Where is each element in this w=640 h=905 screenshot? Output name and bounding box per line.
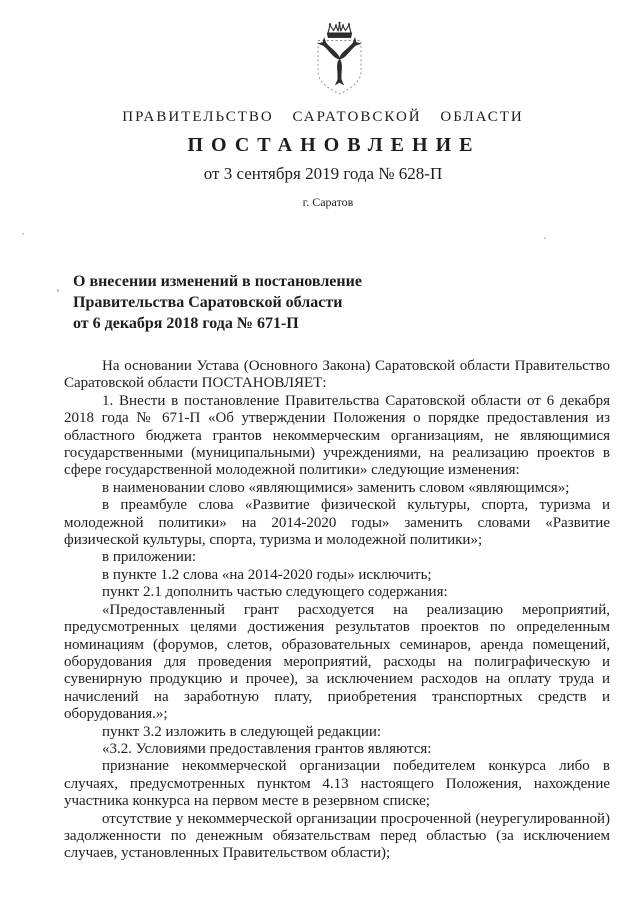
body-paragraph-preamble-change: в преамбуле слова «Развитие физической культуры, спорта, туризма и молодежной политики» на 2014-2020 годы» заменить словами «Развитие физической культуры, спорта, туризма и молодежной политики»; xyxy=(64,497,610,549)
body-paragraph-annex: в приложении: xyxy=(102,549,197,566)
body-paragraph-item-1: 1. Внести в постановление Правительства Саратовской области от 6 декабря 2018 года № 671-П «Об утверждении Положения о порядке предоставления из областного бюджета грантов некоммерческим организациям, не являющимися государственными (муниципальными) учреждениями, на реализацию проектов в сфере государственной молодежной политики» следующие изменения: xyxy=(64,392,610,479)
scan-speck xyxy=(544,237,546,239)
body-paragraph-condition-debt: отсутствие у некоммерческой организации просроченной (неурегулированной) задолженности по денежным обязательствам перед областью (за исключением случаев, установленных Правительством области); xyxy=(64,810,610,862)
title-line-1: О внесении изменений в постановление xyxy=(73,273,362,290)
scan-speck xyxy=(57,289,59,292)
body-paragraph-naming-change: в наименовании слово «являющимися» заменить словом «являющимся»; xyxy=(102,479,570,496)
document-subject-title xyxy=(73,271,503,334)
scan-speck xyxy=(22,233,24,235)
saratov-oblast-coat-of-arms-icon xyxy=(302,21,377,97)
document-city: г. Саратов xyxy=(302,195,354,209)
body-paragraph-grant-spending: «Предоставленный грант расходуется на реализацию мероприятий, предусмотренных целями достижения результатов проектов по определенным номинациям (форумов, слетов, образовательных семинаров, аренда помещений, оборудования для проведения мероприятий, расходы на полиграфическую и сувенирную продукцию и прочее), за исключением расходов на оплату труда и начислений на заработную плату, приобретения транспортных средств и оборудования.»; xyxy=(64,601,610,723)
body-paragraph-point-2-1: пункт 2.1 дополнить частью следующего содержания: xyxy=(102,584,448,601)
sterlets-icon xyxy=(318,38,361,85)
document-body xyxy=(64,358,610,863)
body-paragraph-point-1-2: в пункте 1.2 слова «на 2014-2020 годы» исключить; xyxy=(102,566,432,583)
crown-icon xyxy=(327,22,352,38)
body-paragraph-point-3-2-intro: пункт 3.2 изложить в следующей редакции: xyxy=(102,723,382,740)
document-date-number: от 3 сентября 2019 года № 628-П xyxy=(203,164,443,183)
organization-name: ПРАВИТЕЛЬСТВО САРАТОВСКОЙ ОБЛАСТИ xyxy=(122,109,524,125)
title-line-3: от 6 декабря 2018 года № 671-П xyxy=(73,315,299,332)
body-paragraph-point-3-2-text: «3.2. Условиями предоставления грантов являются: xyxy=(102,740,432,757)
document-type-title: ПОСТАНОВЛЕНИЕ xyxy=(187,134,481,156)
title-line-2: Правительства Саратовской области xyxy=(73,294,343,311)
body-paragraph-condition-winner: признание некоммерческой организации победителем конкурса либо в случаях, предусмотренных пунктом 4.13 настоящего Положения, нахождение участника конкурса на первом месте в резервном списке; xyxy=(64,758,610,810)
body-paragraph-preamble: На основании Устава (Основного Закона) Саратовской области Правительство Саратовской области ПОСТАНОВЛЯЕТ: xyxy=(64,358,610,392)
